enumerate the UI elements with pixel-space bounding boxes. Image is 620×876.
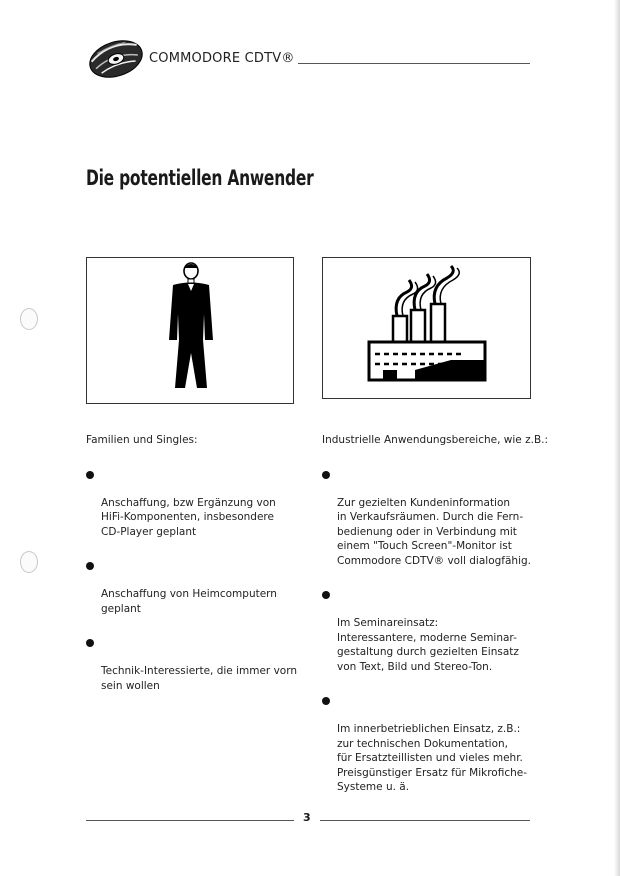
brand-name: COMMODORE CDTV® bbox=[149, 51, 295, 66]
factory-illustration-box bbox=[322, 257, 531, 399]
list-item bbox=[322, 693, 552, 795]
footer-rule-left bbox=[86, 820, 294, 821]
page-number: 3 bbox=[303, 811, 311, 824]
businessman-icon bbox=[87, 258, 293, 403]
list-item bbox=[86, 558, 301, 616]
right-column bbox=[322, 433, 552, 814]
bullet-icon bbox=[322, 471, 330, 479]
cd-disc-icon bbox=[86, 34, 146, 84]
page-edge-shadow bbox=[614, 0, 620, 876]
bullet-icon bbox=[86, 471, 94, 479]
factory-icon bbox=[323, 258, 530, 398]
punch-hole-bottom bbox=[20, 551, 38, 573]
bullet-icon bbox=[86, 562, 94, 570]
list-item-text: Zur gezielten Kundeninformation in Verkaufsräumen. Durch die Fern- bedienung oder in Verbindung mit einem "Touch Screen"-Monitor ist Commodore CDTV® voll dialogfähig. bbox=[337, 496, 531, 567]
header-rule bbox=[298, 63, 530, 64]
right-bullet-list bbox=[322, 467, 552, 795]
left-column bbox=[86, 433, 301, 712]
list-item bbox=[322, 467, 552, 569]
bullet-icon bbox=[322, 697, 330, 705]
page-header bbox=[86, 34, 530, 84]
bullet-icon bbox=[322, 591, 330, 599]
footer-rule-right bbox=[320, 820, 530, 821]
bullet-icon bbox=[86, 639, 94, 647]
list-item bbox=[86, 635, 301, 693]
list-item-text: Anschaffung, bzw Ergänzung von HiFi-Komponenten, insbesondere CD-Player geplant bbox=[101, 496, 276, 538]
list-item-text: Technik-Interessierte, die immer vorn sein wollen bbox=[101, 665, 298, 692]
left-column-heading: Familien und Singles: bbox=[86, 434, 198, 446]
list-item-text: Anschaffung von Heimcomputern geplant bbox=[101, 588, 277, 615]
left-bullet-list bbox=[86, 467, 301, 694]
list-item-text: Im innerbetrieblichen Einsatz, z.B.: zur technischen Dokumentation, für Ersatzteillisten und vieles mehr. Preisgünstiger Ersatz für Mikrofiche- Systeme u. ä. bbox=[337, 723, 528, 793]
right-column-heading: Industrielle Anwendungsbereiche, wie z.B.: bbox=[322, 434, 549, 446]
list-item bbox=[322, 587, 552, 674]
punch-hole-top bbox=[20, 308, 38, 330]
list-item-text: Im Seminareinsatz: Interessantere, moderne Seminar- gestaltung durch gezielten Einsatz von Text, Bild und Stereo-Ton. bbox=[337, 617, 519, 673]
businessman-illustration-box bbox=[86, 257, 294, 404]
page-title: Die potentiellen Anwender bbox=[86, 166, 314, 190]
list-item bbox=[86, 467, 301, 540]
